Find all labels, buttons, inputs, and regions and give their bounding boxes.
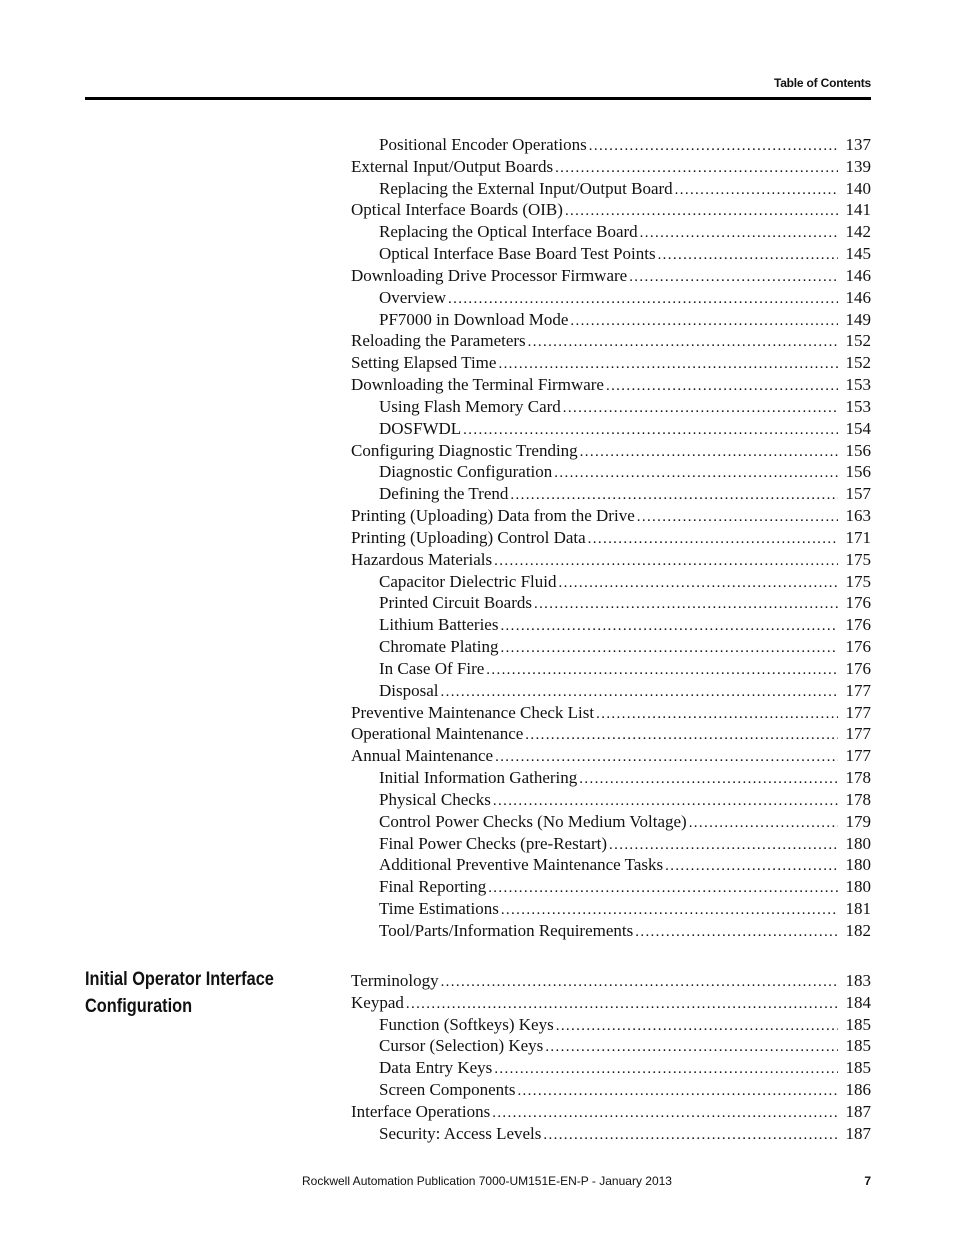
toc-entry-page: 156: [845, 440, 871, 460]
toc-entry[interactable]: [351, 746, 871, 768]
toc-dot-leader: [494, 1061, 838, 1078]
toc-entry-title: PF7000 in Download Mode: [379, 309, 569, 329]
toc-entry-title: Interface Operations: [351, 1101, 491, 1121]
toc-entry[interactable]: [351, 681, 871, 703]
toc-entry-page: 181: [845, 898, 871, 918]
toc-entry-title: Setting Elapsed Time: [351, 353, 497, 373]
toc-entry-page: 176: [845, 637, 871, 657]
toc-entry[interactable]: [351, 1015, 871, 1037]
toc-entry[interactable]: [351, 812, 871, 834]
toc-entry-title: Configuring Diagnostic Trending: [351, 440, 578, 460]
toc-entry-page: 175: [845, 571, 871, 591]
toc-entry-title: Operational Maintenance: [351, 724, 524, 744]
toc-entry[interactable]: [351, 244, 871, 266]
toc-dot-leader: [563, 400, 838, 417]
toc-dot-leader: [629, 269, 838, 286]
toc-entry-page: 139: [845, 156, 871, 176]
toc-entry-title: Control Power Checks (No Medium Voltage): [379, 811, 687, 831]
toc-dot-leader: [510, 487, 838, 504]
toc-dot-leader: [556, 1018, 838, 1035]
toc-entry[interactable]: [351, 484, 871, 506]
toc-dot-leader: [406, 996, 838, 1013]
toc-dot-leader: [675, 182, 838, 199]
toc-dot-leader: [498, 356, 838, 373]
toc-entry[interactable]: [351, 266, 871, 288]
toc-entry-page: 141: [845, 200, 871, 220]
toc-dot-leader: [665, 858, 838, 875]
toc-entry[interactable]: [351, 462, 871, 484]
toc-entry-title: Initial Information Gathering: [379, 768, 578, 788]
toc-entry-page: 153: [845, 375, 871, 395]
toc-entry-page: 180: [845, 855, 871, 875]
toc-entry[interactable]: [351, 200, 871, 222]
toc-dot-leader: [637, 509, 838, 526]
toc-dot-leader: [528, 334, 838, 351]
toc-entry-title: DOSFWDL: [379, 418, 462, 438]
running-header: Table of Contents: [773, 76, 871, 90]
toc-entry[interactable]: [351, 419, 871, 441]
toc-entry-page: 184: [845, 992, 871, 1012]
toc-dot-leader: [635, 924, 838, 941]
toc-entry[interactable]: [351, 506, 871, 528]
toc-entry-title: Hazardous Materials: [351, 549, 493, 569]
toc-entry-title: Disposal: [379, 680, 439, 700]
toc-entry-title: Tool/Parts/Information Requirements: [379, 920, 634, 940]
header-rule: [85, 97, 871, 100]
toc-entry-page: 154: [845, 418, 871, 438]
toc-entry-title: Data Entry Keys: [379, 1058, 493, 1078]
toc-entry[interactable]: [351, 724, 871, 746]
toc-dot-leader: [494, 553, 838, 570]
toc-entry-title: External Input/Output Boards: [351, 156, 554, 176]
toc-entry-title: Annual Maintenance: [351, 746, 494, 766]
toc-entry-title: Printed Circuit Boards: [379, 593, 532, 613]
toc-entry[interactable]: [351, 703, 871, 725]
toc-entry-title: Overview: [379, 287, 447, 307]
toc-entry-page: 176: [845, 658, 871, 678]
toc-entry-title: Additional Preventive Maintenance Tasks: [379, 855, 664, 875]
toc-entry-title: Function (Softkeys) Keys: [379, 1014, 554, 1034]
toc-entry[interactable]: [351, 877, 871, 899]
toc-entry-page: 152: [845, 353, 871, 373]
toc-entry-title: Replacing the External Input/Output Board: [379, 178, 673, 198]
toc-dot-leader: [570, 313, 838, 330]
toc-entry[interactable]: [351, 637, 871, 659]
toc-entry[interactable]: [351, 1036, 871, 1058]
toc-entry-title: Replacing the Optical Interface Board: [379, 222, 638, 242]
toc-entry[interactable]: [351, 1058, 871, 1080]
toc-entry-page: 180: [845, 877, 871, 897]
toc-list-top: [351, 135, 871, 943]
toc-entry-page: 187: [845, 1123, 871, 1143]
toc-list-section: [351, 971, 871, 1146]
toc-dot-leader: [606, 378, 838, 395]
toc-entry-title: Using Flash Memory Card: [379, 396, 561, 416]
toc-entry-title: In Case Of Fire: [379, 658, 485, 678]
toc-entry-page: 149: [845, 309, 871, 329]
toc-entry-page: 153: [845, 396, 871, 416]
toc-entry-title: Physical Checks: [379, 789, 491, 809]
toc-entry-title: Lithium Batteries: [379, 615, 499, 635]
toc-dot-leader: [517, 1083, 838, 1100]
toc-entry-title: Terminology: [351, 971, 439, 990]
toc-entry[interactable]: [351, 971, 871, 993]
toc-entry-page: 171: [845, 527, 871, 547]
toc-dot-leader: [545, 1039, 838, 1056]
toc-dot-leader: [580, 444, 838, 461]
toc-entry-title: Time Estimations: [379, 898, 499, 918]
toc-entry-title: Final Reporting: [379, 877, 487, 897]
toc-entry-page: 178: [845, 789, 871, 809]
toc-entry[interactable]: [351, 593, 871, 615]
toc-entry-page: 178: [845, 768, 871, 788]
toc-dot-leader: [495, 749, 838, 766]
toc-entry-page: 146: [845, 287, 871, 307]
toc-dot-leader: [554, 465, 838, 482]
toc-dot-leader: [488, 880, 838, 897]
toc-entry[interactable]: [351, 397, 871, 419]
toc-entry-page: 182: [845, 920, 871, 940]
toc-entry-page: 137: [845, 135, 871, 154]
toc-entry-title: Downloading Drive Processor Firmware: [351, 265, 628, 285]
toc-dot-leader: [609, 837, 838, 854]
toc-entry-title: Final Power Checks (pre-Restart): [379, 833, 608, 853]
toc-entry[interactable]: [351, 1080, 871, 1102]
toc-entry-title: Printing (Uploading) Control Data: [351, 527, 586, 547]
toc-entry[interactable]: [351, 288, 871, 310]
toc-dot-leader: [559, 575, 839, 592]
toc-entry-title: Diagnostic Configuration: [379, 462, 553, 482]
toc-entry-page: 177: [845, 746, 871, 766]
toc-entry-page: 145: [845, 244, 871, 264]
toc-entry-title: Printing (Uploading) Data from the Drive: [351, 506, 635, 526]
toc-entry[interactable]: [351, 353, 871, 375]
toc-dot-leader: [493, 793, 838, 810]
toc-entry[interactable]: [351, 310, 871, 332]
toc-dot-leader: [441, 684, 839, 701]
toc-dot-leader: [543, 1127, 838, 1144]
toc-entry-title: Optical Interface Base Board Test Points: [379, 244, 656, 264]
toc-entry-page: 176: [845, 615, 871, 635]
toc-entry-title: Optical Interface Boards (OIB): [351, 200, 563, 220]
footer-publication: Rockwell Automation Publication 7000-UM151E-EN-P - January 2013: [302, 1174, 672, 1188]
toc-entry-title: Defining the Trend: [379, 484, 509, 504]
toc-entry[interactable]: [351, 179, 871, 201]
toc-entry[interactable]: [351, 331, 871, 353]
toc-entry[interactable]: [351, 899, 871, 921]
toc-entry-page: 157: [845, 484, 871, 504]
toc-entry[interactable]: [351, 572, 871, 594]
toc-dot-leader: [534, 596, 838, 613]
toc-entry-title: Chromate Plating: [379, 637, 499, 657]
toc-entry[interactable]: [351, 790, 871, 812]
toc-entry-page: 185: [845, 1058, 871, 1078]
toc-entry[interactable]: [351, 659, 871, 681]
toc-dot-leader: [441, 974, 838, 991]
toc-entry[interactable]: [351, 1102, 871, 1124]
toc-dot-leader: [501, 902, 838, 919]
toc-dot-leader: [448, 291, 838, 308]
toc-entry-page: 152: [845, 331, 871, 351]
toc-entry[interactable]: [351, 222, 871, 244]
toc-dot-leader: [689, 815, 838, 832]
toc-entry-page: 142: [845, 222, 871, 242]
toc-dot-leader: [658, 247, 838, 264]
toc-entry-title: Capacitor Dielectric Fluid: [379, 571, 557, 591]
toc-entry[interactable]: [351, 157, 871, 179]
toc-entry[interactable]: [351, 550, 871, 572]
toc-entry[interactable]: [351, 768, 871, 790]
toc-entry-page: 187: [845, 1101, 871, 1121]
toc-dot-leader: [596, 706, 838, 723]
toc-entry[interactable]: [351, 615, 871, 637]
toc-entry-title: Positional Encoder Operations: [379, 135, 587, 154]
toc-dot-leader: [492, 1105, 838, 1122]
toc-entry-title: Keypad: [351, 992, 404, 1012]
toc-entry-title: Reloading the Parameters: [351, 331, 526, 351]
toc-entry[interactable]: [351, 921, 871, 943]
toc-entry[interactable]: [351, 855, 871, 877]
toc-entry-page: 177: [845, 680, 871, 700]
toc-dot-leader: [500, 640, 838, 657]
toc-entry-page: 179: [845, 811, 871, 831]
toc-entry-page: 140: [845, 178, 871, 198]
toc-entry-page: 177: [845, 724, 871, 744]
toc-dot-leader: [555, 160, 838, 177]
toc-entry-page: 186: [845, 1080, 871, 1100]
toc-entry-title: Screen Components: [379, 1080, 516, 1100]
toc-dot-leader: [500, 618, 838, 635]
toc-entry[interactable]: [351, 375, 871, 397]
toc-entry[interactable]: [351, 834, 871, 856]
toc-entry-page: 156: [845, 462, 871, 482]
toc-dot-leader: [565, 203, 838, 220]
toc-dot-leader: [463, 422, 838, 439]
toc-entry-title: Preventive Maintenance Check List: [351, 702, 595, 722]
toc-dot-leader: [579, 771, 838, 788]
toc-entry-title: Cursor (Selection) Keys: [379, 1036, 544, 1056]
toc-entry-page: 175: [845, 549, 871, 569]
toc-dot-leader: [589, 138, 838, 155]
toc-dot-leader: [486, 662, 838, 679]
toc-entry-title: Downloading the Terminal Firmware: [351, 375, 604, 395]
footer-page-number: 7: [864, 1174, 871, 1188]
toc-entry-page: 177: [845, 702, 871, 722]
toc-entry-page: 163: [845, 506, 871, 526]
toc-entry-page: 185: [845, 1036, 871, 1056]
toc-entry-page: 185: [845, 1014, 871, 1034]
toc-entry-page: 183: [845, 971, 871, 990]
toc-entry-page: 146: [845, 265, 871, 285]
toc-entry[interactable]: [351, 1124, 871, 1146]
toc-dot-leader: [588, 531, 838, 548]
toc-entry[interactable]: [351, 441, 871, 463]
toc-entry-page: 176: [845, 593, 871, 613]
toc-entry-title: Security: Access Levels: [379, 1123, 542, 1143]
toc-dot-leader: [525, 727, 838, 744]
toc-dot-leader: [640, 225, 838, 242]
toc-entry-page: 180: [845, 833, 871, 853]
toc-entry[interactable]: [351, 993, 871, 1015]
section-heading: Initial Operator Interface Configuration: [85, 969, 274, 1017]
toc-entry[interactable]: [351, 135, 871, 157]
toc-entry[interactable]: [351, 528, 871, 550]
